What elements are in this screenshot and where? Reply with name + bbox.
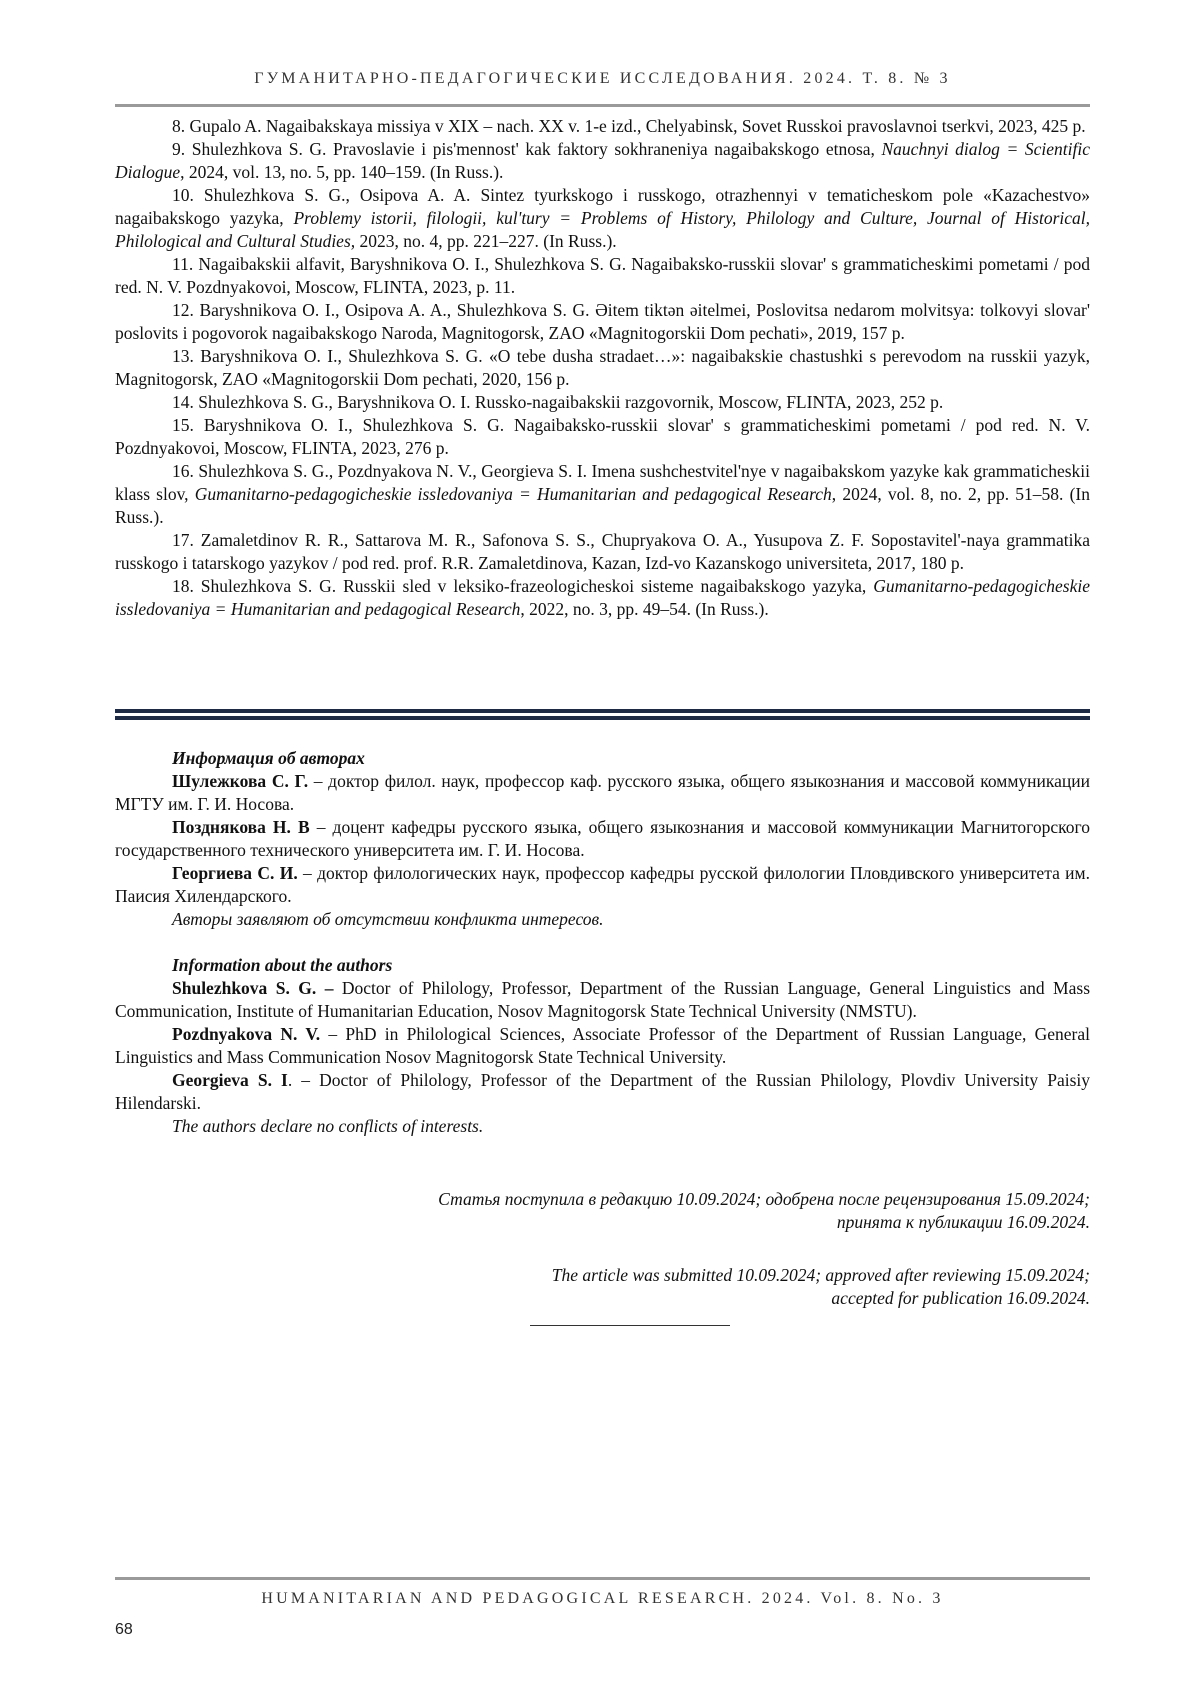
end-of-article-rule xyxy=(530,1325,730,1326)
dates-en-line-1: The article was submitted 10.09.2024; approved after reviewing 15.09.2024; xyxy=(551,1265,1090,1285)
reference-item xyxy=(115,529,1090,575)
reference-item xyxy=(115,575,1090,621)
author-name: Георгиева С. И. xyxy=(172,863,298,883)
reference-text: 11. Nagaibakskii alfavit, Baryshnikova O. I., Shulezhkova S. G. Nagaibaksko-russkii slovar' s grammaticheskimi pometami / pod red. N. V. Pozdnyakovoi, Moscow, FLINTA, 2023, p. 11. xyxy=(115,254,1090,297)
reference-source-title: Gumanitarno-pedagogicheskie issledovaniya = Humanitarian and pedagogical Research xyxy=(115,576,1090,619)
author-entry-ru xyxy=(115,816,1090,862)
author-description: – доктор филологических наук, профессор кафедры русской филологии Пловдивского университета им. Паисия Хилендарского. xyxy=(115,863,1090,906)
reference-text: 16. Shulezhkova S. G., Pozdnyakova N. V., Georgieva S. I. Imena sushchestvitel'nye v nagaibakskom yazyke kak grammaticheskii klass slov, xyxy=(115,461,1090,504)
reference-text: 15. Baryshnikova O. I., Shulezhkova S. G. Nagaibaksko-russkii slovar' s grammaticheskimi pometami / pod red. N. V. Pozdnyakovoi, Moscow, FLINTA, 2023, 276 p. xyxy=(115,415,1090,458)
authors-info-en xyxy=(115,954,1090,1138)
authors-info-ru-title: Информация об авторах xyxy=(172,748,365,768)
reference-text: , 2024, vol. 13, no. 5, pp. 140–159. (In Russ.). xyxy=(180,162,504,182)
reference-text: 2023, no. 4, pp. 221–227. (In Russ.). xyxy=(355,231,617,251)
author-entry-en xyxy=(115,1069,1090,1115)
author-name: Позднякова Н. В xyxy=(172,817,310,837)
header-rule xyxy=(115,104,1090,107)
reference-source-title: Nauchnyi dialog = Scientific Dialogue xyxy=(115,139,1091,182)
reference-list xyxy=(115,115,1090,621)
reference-item xyxy=(115,414,1090,460)
author-entry-ru xyxy=(115,770,1090,816)
reference-text: 13. Baryshnikova O. I., Shulezhkova S. G. «O tebe dusha stradaet…»: nagaibakskie chastushki s perevodom na russkii yazyk, Magnitogorsk, ZAO «Magnitogorskii Dom pechati, 2020, 156 p. xyxy=(115,346,1090,389)
dates-en-line-2: accepted for publication 16.09.2024. xyxy=(831,1288,1090,1308)
reference-item xyxy=(115,391,1090,414)
dates-ru-line-2: принята к публикации 16.09.2024. xyxy=(836,1212,1090,1232)
reference-item xyxy=(115,345,1090,391)
page-number: 68 xyxy=(115,1621,133,1638)
reference-text: 14. Shulezhkova S. G., Baryshnikova O. I. Russko-nagaibakskii razgovornik, Moscow, FLINTA, 2023, 252 p. xyxy=(172,392,944,412)
reference-text: 8. Gupalo A. Nagaibakskaya missiya v XIX – nach. XX v. 1-e izd., Chelyabinsk, Sovet Russkoi pravoslavnoi tserkvi, 2023, 425 p. xyxy=(172,116,1086,136)
footer-rule xyxy=(115,1577,1090,1580)
reference-item xyxy=(115,299,1090,345)
author-description: Doctor of Philology, Professor, Department of the Russian Language, General Linguistics and Mass Communication, Institute of Humanitarian Education, Nosov Magnitogorsk State Technical University (NMSTU). xyxy=(115,978,1091,1021)
conflict-declaration-ru: Авторы заявляют об отсутствии конфликта интересов. xyxy=(172,909,604,929)
author-description: – PhD in Philological Sciences, Associate Professor of the Department of Russian Language, General Linguistics and Mass Communication Nosov Magnitogorsk State Technical University. xyxy=(115,1024,1090,1067)
reference-item xyxy=(115,460,1090,529)
reference-item xyxy=(115,184,1090,253)
reference-text: , 2022, no. 3, pp. 49–54. (In Russ.). xyxy=(520,599,769,619)
reference-text: 12. Baryshnikova O. I., Osipova A. A., Shulezhkova S. G. Əitem tiktən əitelmei, Poslovitsa nedarom molvitsya: tolkovyi slovar' poslovits i pogovorok nagaibakskogo Naroda, Magnitogorsk, ZAO «Magnitogorskii Dom pechati», 2019, 157 p. xyxy=(115,300,1090,343)
divider-line-bottom xyxy=(115,716,1090,720)
authors-info-en-title: Information about the authors xyxy=(172,955,393,975)
reference-text: 9. Shulezhkova S. G. Pravoslavie i pis'mennost' kak faktory sokhraneniya nagaibakskogo etnosa, xyxy=(172,139,882,159)
reference-text: , 2024, vol. 8, no. 2, pp. 51–58. (In Russ.). xyxy=(115,484,1090,527)
author-description: . – Doctor of Philology, Professor of the Department of the Russian Philology, Plovdiv University Paisiy Hilendarski. xyxy=(115,1070,1090,1113)
author-entry-ru xyxy=(115,862,1090,908)
reference-text: 18. Shulezhkova S. G. Russkii sled v leksiko-frazeologicheskoi sisteme nagaibakskogo yazyka, xyxy=(172,576,874,596)
author-entry-en xyxy=(115,1023,1090,1069)
author-description: – доктор филол. наук, профессор каф. русского языка, общего языкознания и массовой коммуникации МГТУ им. Г. И. Носова. xyxy=(115,771,1090,814)
author-name: Shulezhkova S. G. – xyxy=(172,978,334,998)
author-description: – доцент кафедры русского языка, общего языкознания и массовой коммуникации Магнитогорского государственного технического университета им. Г. И. Носова. xyxy=(115,817,1090,860)
running-footer: HUMANITARIAN AND PEDAGOGICAL RESEARCH. 2024. Vol. 8. No. 3 xyxy=(261,1590,944,1607)
reference-source-title: Gumanitarno-pedagogicheskie issledovaniya = Humanitarian and pedagogical Research xyxy=(194,484,832,504)
running-header: ГУМАНИТАРНО-ПЕДАГОГИЧЕСКИЕ ИССЛЕДОВАНИЯ. 2024. Т. 8. № 3 xyxy=(254,70,951,87)
reference-item xyxy=(115,138,1090,184)
reference-text: 17. Zamaletdinov R. R., Sattarova M. R., Safonova S. S., Chupryakova O. A., Yusupova Z. F. Sopostavitel'-naya grammatika russkogo i tatarskogo yazykov / pod red. prof. R.R. Zamaletdinova, Kazan, Izd-vo Kazanskogo universiteta, 2017, 180 p. xyxy=(115,530,1090,573)
article-dates-ru xyxy=(115,1188,1090,1234)
reference-item xyxy=(115,115,1090,138)
reference-source-title: Problemy istorii, filologii, kul'tury = Problems of History, Philology and Culture, Journal of Historical, Philological and Cultural Studies, xyxy=(115,208,1090,251)
author-entry-en xyxy=(115,977,1090,1023)
section-divider xyxy=(115,709,1090,720)
reference-item xyxy=(115,253,1090,299)
author-name: Шулежкова С. Г. xyxy=(172,771,309,791)
author-name: Georgieva S. I xyxy=(172,1070,288,1090)
dates-ru-line-1: Статья поступила в редакцию 10.09.2024; одобрена после рецензирования 15.09.2024; xyxy=(438,1189,1090,1209)
authors-info-ru xyxy=(115,747,1090,931)
reference-text: 10. Shulezhkova S. G., Osipova A. A. Sintez tyurkskogo i russkogo, otrazhennyi v tematicheskom pole «Kazachestvo» nagaibakskogo yazyka, xyxy=(115,185,1090,228)
author-name: Pozdnyakova N. V. xyxy=(172,1024,321,1044)
conflict-declaration-en: The authors declare no conflicts of interests. xyxy=(172,1116,484,1136)
article-dates-en xyxy=(115,1264,1090,1310)
